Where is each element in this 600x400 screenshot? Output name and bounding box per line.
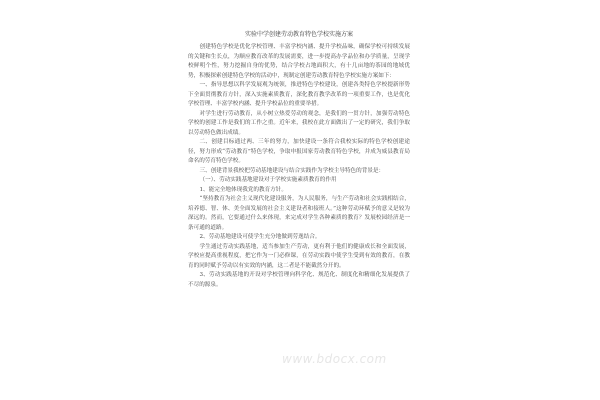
document-paragraph: “坚持教育为社会主义现代化建设服务，为人民服务，与生产劳动和社会实践相结合，培养德、智、体、美全面发展的社会主义建设者和接班人。”这种劳动环赋予的意义是较为深远的。然而，它要通过什么来体现，来完成对学生各种素质的教育？发展校园经济是一条可通的道路。 [188,196,410,231]
document-paragraph: （一）、劳动实践基地建设对于学校实施素质教育的作用 [199,177,337,183]
document-paragraph: 三、创建背景我校把劳动基地建设与结合实践作为学校主导特色的背景是： [199,167,385,174]
document-paragraph: 二、创建目标通过两、三年的努力，加快建设一条符合我校实际的特色学校创建途径，努力形成“劳动教育”特色学校，争取申报国家劳动教育特色学校，并成为威县教育局命名的劳育特色学校。 [188,139,410,164]
document-paragraph: 对学生进行劳动教育，从小树立热爱劳动的观念，是我们的一贯方针，加强劳动特色学校的创建工作是我们的工作之重。近年来，我校在此方面做出了一定的研究，我们争取以劳动特色做出成绩。 [188,110,410,136]
document-paragraph: 1、能完全地体现我党的教育方针。 [199,186,287,193]
document-paragraph: 一、指导思想以科学发展观为统领，推进特色学校建设，创建各类特色学校提新形势下全面贯彻教育方针，深入实施素质教育，深化教育教学改革的一项重要工作，也是优化学校管理、丰富学校内涵、提升学校品位的重要举措。 [188,82,410,107]
document-paragraph: 3、劳动实践基地的开设对学校管理向科学化、规范化、制度化和精细化发展提供了不尽的源泉。 [188,272,410,288]
document-paragraph: 2、劳动基地建设可使学生充分地做到劳逸结合。 [199,234,321,240]
document-paragraph: 学生通过劳动实践基地，适当参加生产劳动，更有利于他们的健康成长和全面发展，学校应提高重视程度，把它作为一门必修课，在劳动实践中使学生受到有效的教育，在教育的同时赋予劳动以有实效的内涵，这二者是不能截然分开的。 [188,243,410,269]
document-paragraph: 创建特色学校是优化学校管理、丰富学校内涵、提升学校品味，确保学校可持续发展的关键和生长点，为顺应教育改革的发展需要，进一步提高办学品位和办学质量，呈现学校鲜明个性，努力挖掘自身的优势，结合学校占地面积大，有十几亩地的茶园的地域优势，积极探索创建特色学校的活动中，现制定创建劳动教育特色学校实施方案如下： [188,44,410,79]
document-page [188,30,410,375]
watermark-text: www.bdocx.com [282,352,387,366]
document-title: 实验中学创建劳动教育特色学校实施方案 [244,31,353,38]
